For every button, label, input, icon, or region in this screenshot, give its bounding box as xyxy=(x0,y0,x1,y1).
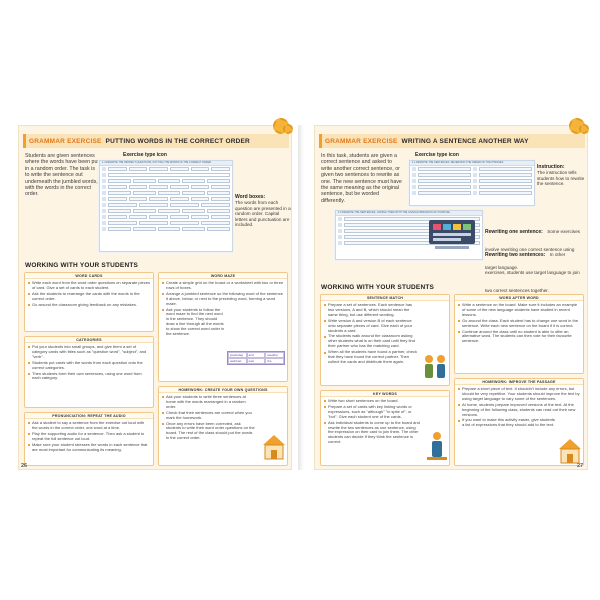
list-item: Continue around the class until no student is able to offer an alternative word. The students can then vote for their favourite sentence. xyxy=(458,330,580,345)
rewrite-two-text: In other exercises, students use target language to join two correct sentences together. xyxy=(485,252,580,293)
list-item: Create a simple grid on the board or a worksheet with two or three rows of boxes. xyxy=(162,281,284,291)
list-item: Once any errors have been corrected, ask students to write their word order questions on the board. The rest of the class should put the words in the correct order. xyxy=(162,422,256,442)
list-item: When all the students have found a partner, check that they have found the correct partner. Then collect the cards and distribute them again. xyxy=(324,350,418,365)
list-item: Students put cards with the words from each question onto the correct categories. xyxy=(28,361,150,371)
instruction-text: The instruction tells students how to rewrite the sentence. xyxy=(537,170,585,187)
screen-title: 1.1 REWRITE THE SENTENCES, REVERSING THE ORDER OF THE PHRASES xyxy=(410,161,534,166)
list-item: Then students form their own sentences, using one word from each category. xyxy=(28,372,150,382)
list-item: The students walk around the classroom asking other students what is on their card until they find their partner who has the matching card. xyxy=(324,334,418,349)
card-categories xyxy=(24,336,154,408)
exercise-tag: GRAMMAR EXERCISE xyxy=(325,137,398,145)
list-item: Arrange a jumbled sentence so the following word of the sentence it above, below, or next to the preceding word, forming a word maze. xyxy=(162,292,284,307)
card-pronunciation xyxy=(24,412,154,466)
maze-cell: was xyxy=(247,358,266,364)
card-key-words xyxy=(320,390,450,466)
list-item: At home, students prepare improved versions of the text. At the beginning of the following class, students can read out their new versions. xyxy=(458,403,580,418)
card-title: HOMEWORK: CREATE YOUR OWN QUESTIONS xyxy=(159,387,287,393)
list-item: Put your students into small groups, and give them a set of category cards with titles such as "question word", "subject", and "verb". xyxy=(28,345,150,360)
list-item: Ask a student to say a sentence from the exercise out loud with the words in the correct order, one word at a time. xyxy=(28,421,150,431)
word-maze-grid xyxy=(227,351,285,365)
section-title: WORKING WITH YOUR STUDENTS xyxy=(321,284,435,291)
card-sentence-match xyxy=(320,294,450,386)
card-title: PRONUNCIATION: REPEAT THE AUDIO xyxy=(25,413,153,419)
rewrite-two-label: Rewriting two sentences: xyxy=(485,252,546,258)
card-title: WORD MAZE xyxy=(159,273,287,279)
card-title: WORD CARDS xyxy=(25,273,153,279)
page-number: 26 xyxy=(21,463,28,469)
card-word-cards xyxy=(24,272,154,332)
rewrite-one-label: Rewriting one sentence: xyxy=(485,229,543,235)
card-homework xyxy=(158,386,288,466)
list-item: Prepare a short piece of text. It shouldn't include any errors, but should be very repetitive. Your students should improve the text by using target language to vary some of the sentences. xyxy=(458,387,580,402)
exercise-intro: In this task, students are given a correct sentence and asked to write another correct sentence, or given two sentences to rewrite as one. The new sentence must have the same meaning as the original sentence, but be worded differently. xyxy=(321,153,402,204)
card-title: SENTENCE MATCH xyxy=(321,295,449,301)
people-icon xyxy=(421,351,449,383)
card-title: CATEGORIES xyxy=(25,337,153,343)
list-item: Ask individual students to come up to the board and rewrite the two sentences as one sentence, using the expression on their card to join them. The other students can decide if they think the sentence is correct. xyxy=(324,421,422,446)
exercise-screenshot-1 xyxy=(409,160,535,206)
screen-title: 1.4 REWRITE THE INDIRECT QUESTIONS, PUTTING THE WORDS IN THE CORRECT ORDER xyxy=(100,161,232,166)
book-gutter xyxy=(298,125,304,470)
list-item: If you want to make this activity easier, give students a list of expressions that they should add to the text. xyxy=(458,418,556,428)
list-item: Prepare a set of cards with key linking words or expressions, such as "although" "in spite of", or "but". Give each student one of the cards. xyxy=(324,405,422,420)
word-boxes-text: The words from each question are presented in a random order. Capital letters and punctuation are included. xyxy=(235,200,291,228)
classroom-illustration xyxy=(427,218,477,252)
list-item: Write version A and version B of each sentence onto separate pieces of card. Give each of your students a card. xyxy=(324,319,418,334)
list-item: Play the supporting audio for a sentence. Then ask a student to repeat the full sentence out loud. xyxy=(28,432,150,442)
word-boxes-note xyxy=(235,194,291,228)
card-title: HOMEWORK: IMPROVE THE PASSAGE xyxy=(455,379,583,385)
page-number: 27 xyxy=(577,463,584,469)
list-item: Go around the class. Each student has to change one word in the sentence. Write each new sentence on the board if it is correct. xyxy=(458,319,580,329)
exercise-header xyxy=(319,134,585,148)
exercise-tag: GRAMMAR EXERCISE xyxy=(29,137,102,145)
left-page xyxy=(18,125,292,470)
teacher-icon xyxy=(425,429,449,463)
maze-cell: and xyxy=(247,352,266,358)
maze-cell: weather xyxy=(265,352,284,358)
house-icon xyxy=(557,437,583,465)
card-word-after-word xyxy=(454,294,584,374)
instruction-note xyxy=(537,164,585,187)
list-item: Ask your students to follow the word maze to find the next word in the sentence. They should draw a line through all the words to show the correct word order in the sentence. xyxy=(162,308,226,337)
rewrite-one-text: Some exercises involve rewriting one correct sentence using target language. xyxy=(485,229,580,270)
rewrite-two-note xyxy=(485,243,587,297)
list-item: Prepare a set of sentences. Each sentence has two versions, A and B, which should mean the same thing, but use different wording. xyxy=(324,303,418,318)
exercise-header xyxy=(23,134,289,148)
list-item: Write each word from the word order questions on separate pieces of card. Give a set of cards to each student. xyxy=(28,281,150,291)
card-title: WORD AFTER WORD xyxy=(455,295,583,301)
screen-title: 1.5 REWRITE THE SENTENCES, JOINING THEM WITH THE GIVEN EXPRESSION OF PURPOSE xyxy=(336,211,482,216)
card-word-maze xyxy=(158,272,288,382)
gear-icon xyxy=(283,124,293,134)
right-page xyxy=(314,125,588,470)
exercise-title: WRITING A SENTENCE ANOTHER WAY xyxy=(401,137,529,145)
word-boxes-label: Word boxes: xyxy=(235,194,266,200)
exercise-screenshot xyxy=(99,160,233,252)
exercise-title: PUTTING WORDS IN THE CORRECT ORDER xyxy=(105,137,250,145)
section-title: WORKING WITH YOUR STUDENTS xyxy=(25,262,139,269)
type-icon-label: Exercise type icon xyxy=(123,152,167,158)
list-item: Go around the classroom giving feedback on any mistakes. xyxy=(28,303,150,308)
list-item: Ask the students to rearrange the cards with the words in the correct order. xyxy=(28,292,150,302)
list-item: Make sure your student stresses the words in each sentence that are most important for communicating its meaning. xyxy=(28,443,150,453)
list-item: Write two short sentences on the board. xyxy=(324,399,422,404)
list-item: Write a sentence on the board. Make sure it includes an example of some of the new language students have studied in recent lessons. xyxy=(458,303,580,318)
maze-cell: yesterday xyxy=(228,352,247,358)
type-icon-label: Exercise type icon xyxy=(415,152,459,158)
maze-cell: watched xyxy=(228,358,247,364)
maze-cell: the xyxy=(265,358,284,364)
card-homework xyxy=(454,378,584,466)
list-item: Check that their sentences are correct when you mark the homework. xyxy=(162,411,256,421)
list-item: Ask your students to write three sentences at home with the words rearranged in a random order. xyxy=(162,395,256,410)
exercise-intro: Students are given sentences where the words have been put in a random order. The task is to write the sentence out underneath the jumbled words, with the words in the correct order. xyxy=(25,153,99,198)
card-title: KEY WORDS xyxy=(321,391,449,397)
gear-icon xyxy=(579,124,589,134)
house-icon xyxy=(261,433,287,461)
instruction-label: Instruction: xyxy=(537,164,565,170)
